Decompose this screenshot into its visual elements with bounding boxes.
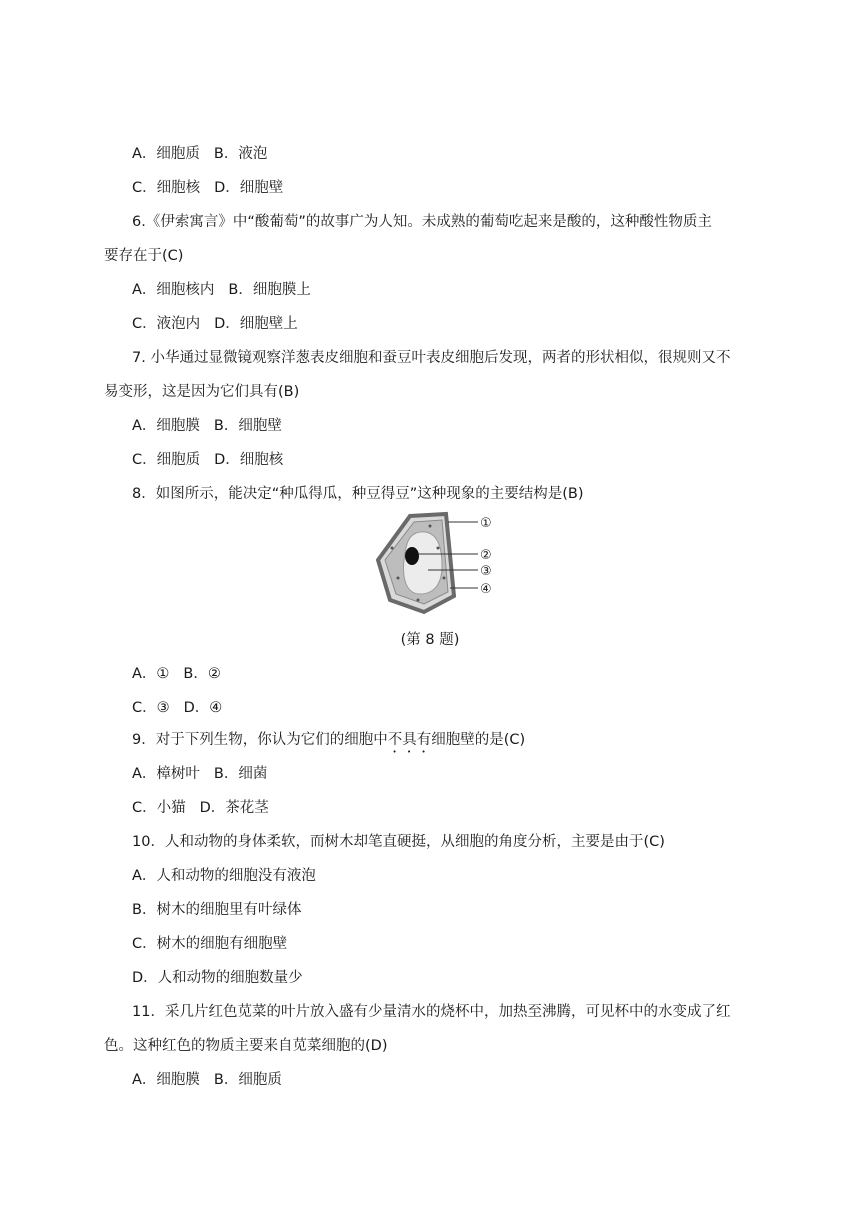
q8-option-b: B．②	[183, 666, 221, 682]
q11-option-a: A．细胞膜	[132, 1072, 200, 1088]
q6-option-c: C．液泡内	[132, 316, 201, 332]
q7-stem-line2: 易变形，这是因为它们具有(B)	[104, 384, 300, 400]
q7-options-row1	[132, 416, 282, 436]
q8-option-a: A．①	[132, 666, 170, 682]
q8-option-c: C．③	[132, 700, 170, 716]
q5-option-b: B．液泡	[213, 146, 268, 162]
q9-option-c: C．小猫	[132, 800, 186, 816]
figure-label-4: ④	[480, 582, 492, 597]
q10-option-d: D．人和动物的细胞数量少	[132, 970, 303, 986]
figure-caption: (第 8 题)	[400, 632, 460, 648]
q9-stem-emphasis: 不具有	[387, 732, 432, 748]
figure-label-1: ①	[480, 516, 492, 531]
q10-option-c: C．树木的细胞有细胞壁	[132, 936, 288, 952]
q7-options-row2	[132, 450, 283, 470]
q11-option-b: B．细胞质	[213, 1072, 282, 1088]
figure-label-3: ③	[480, 564, 492, 579]
q9-option-d: D．茶花茎	[199, 800, 269, 816]
q8-options-row1	[132, 664, 221, 684]
figure-label-2: ②	[480, 548, 492, 563]
q7-option-d: D．细胞核	[214, 452, 284, 468]
q5-option-c: C．细胞核	[132, 180, 201, 196]
q5-options-row2	[132, 178, 283, 198]
q8-option-d: D．④	[183, 700, 223, 716]
q11-options-row1	[132, 1070, 282, 1090]
q6-options-row1	[132, 280, 311, 300]
q9-stem-pre: 9．对于下列生物，你认为它们的细胞中	[132, 732, 388, 748]
q6-option-b: B．细胞膜上	[228, 282, 311, 298]
q11-stem-line1: 11．采几片红色苋菜的叶片放入盛有少量清水的烧杯中，加热至沸腾，可见杯中的水变成了红	[132, 1004, 731, 1020]
q6-option-d: D．细胞壁上	[214, 316, 298, 332]
q7-option-b: B．细胞壁	[213, 418, 282, 434]
q6-stem-line2: 要存在于(C)	[104, 248, 184, 264]
q5-option-a: A．细胞质	[132, 146, 200, 162]
q11-stem-line2: 色。这种红色的物质主要来自苋菜细胞的(D)	[104, 1038, 388, 1054]
q9-stem	[132, 730, 525, 756]
q9-option-a: A．樟树叶	[132, 766, 200, 782]
q7-option-a: A．细胞膜	[132, 418, 200, 434]
q6-options-row2	[132, 314, 298, 334]
q8-options-row2	[132, 698, 222, 718]
q10-stem: 10．人和动物的身体柔软，而树木却笔直硬挺，从细胞的角度分析，主要是由于(C)	[132, 834, 665, 850]
q10-option-b: B．树木的细胞里有叶绿体	[132, 902, 302, 918]
q5-option-d: D．细胞壁	[214, 180, 284, 196]
q9-stem-post: 细胞壁的是(C)	[431, 732, 526, 748]
nucleus	[405, 547, 419, 565]
q7-option-c: C．细胞质	[132, 452, 201, 468]
q9-options-row2	[132, 798, 269, 818]
q6-stem-line1: 6.《伊索寓言》中“酸葡萄”的故事广为人知。未成熟的葡萄吃起来是酸的，这种酸性物质主	[132, 214, 712, 230]
q9-option-b: B．细菌	[213, 766, 268, 782]
q8-stem: 8．如图所示，能决定“种瓜得瓜，种豆得豆”这种现象的主要结构是(B)	[132, 486, 584, 502]
q7-stem-line1: 7. 小华通过显微镜观察洋葱表皮细胞和蚕豆叶表皮细胞后发现，两者的形状相似，很规则又不	[132, 350, 731, 366]
plant-cell-figure	[368, 508, 508, 618]
q6-option-a: A．细胞核内	[132, 282, 215, 298]
plant-cell-diagram	[368, 508, 508, 618]
q5-options-row1	[132, 144, 267, 164]
q9-options-row1	[132, 764, 267, 784]
q10-option-a: A．人和动物的细胞没有液泡	[132, 868, 316, 884]
